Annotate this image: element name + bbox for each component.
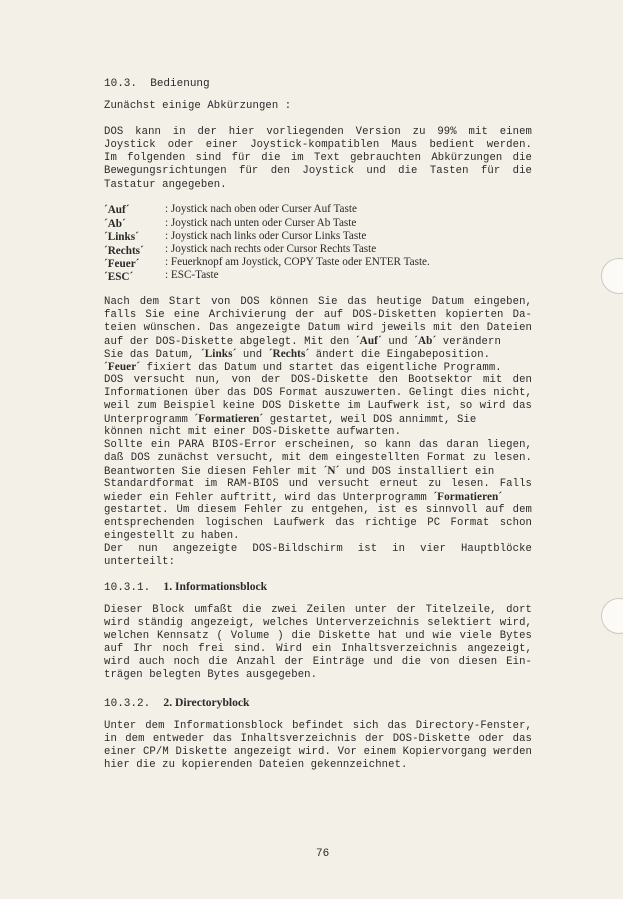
section-number: 10.3.1. xyxy=(104,582,151,594)
paragraph-line: Informationen über das DOS Format auszuwerten. Gelingt dies nicht, xyxy=(104,387,532,399)
key-term: ´N´ xyxy=(323,465,340,477)
paragraph-line: Joystick oder einer Joystick-kompatiblen Maus bedient werden. xyxy=(104,139,532,151)
key-term: ´Links´ xyxy=(200,348,237,360)
section-title: 2. Directoryblock xyxy=(163,696,250,709)
paragraph-line: einer CP/M Diskette angezeigt wird. Vor einem Kopiervorgang werden xyxy=(104,746,532,758)
paragraph-line: Bewegungsrichtungen für den Joystick und die Tasten für die xyxy=(104,165,532,177)
key-term: ´Formatieren´ xyxy=(194,413,264,425)
section-heading xyxy=(104,78,210,90)
command-key: ´Feuer´ xyxy=(104,258,140,270)
section-number: 10.3.2. xyxy=(104,698,151,710)
paragraph-line: in dem entweder das Inhaltsverzeichnis der DOS-Diskette oder das xyxy=(104,733,532,745)
command-desc: : Joystick nach oben oder Curser Auf Taste xyxy=(165,203,357,215)
command-key: ´Rechts´ xyxy=(104,245,144,257)
punch-hole xyxy=(601,258,623,294)
paragraph-line: wird ständig angezeigt, welches Unterverzeichnis selektiert wird, xyxy=(104,617,532,629)
command-desc: : Joystick nach unten oder Curser Ab Taste xyxy=(165,217,357,229)
command-key: ´Links´ xyxy=(104,231,139,243)
text-run: Unterprogramm xyxy=(104,414,188,426)
text-run: Sie das Datum, xyxy=(104,349,195,361)
paragraph-line: Sollte ein PARA BIOS-Error erscheinen, so kann das daran liegen, xyxy=(104,439,532,451)
command-desc: : Joystick nach rechts oder Cursor Rechts Taste xyxy=(165,243,377,255)
command-desc: : Feuerknopf am Joystick, COPY Taste oder ENTER Taste. xyxy=(165,256,430,268)
text-run: wieder ein Fehler auftritt, wird das Unterprogramm xyxy=(104,492,427,504)
text-run: Beantworten Sie diesen Fehler mit xyxy=(104,466,318,478)
paragraph-line: hier die zu kopierenden Dateien gekennzeichnet. xyxy=(104,759,408,771)
section-title: 1. Informationsblock xyxy=(163,580,268,593)
text-run: und xyxy=(242,349,263,361)
text-run: und xyxy=(388,336,408,348)
intro-text: Zunächst einige Abkürzungen : xyxy=(104,100,292,112)
text-run: auf der DOS-Diskette abgelegt. Mit den xyxy=(104,336,350,348)
paragraph-line: teien wünschen. Das angezeigte Datum wird jeweils mit den Dateien xyxy=(104,322,532,334)
text-run: und DOS installiert ein xyxy=(345,466,495,478)
paragraph-line: entsprechenden logischen Laufwerk das richtige PC Format schon xyxy=(104,517,532,529)
paragraph-line: Dieser Block umfaßt die zwei Zeilen unter der Titelzeile, dort xyxy=(104,604,532,616)
subsection-heading xyxy=(104,580,267,594)
paragraph-line: Tastatur angegeben. xyxy=(104,179,227,191)
paragraph-line: können nicht mit einer DOS-Diskette aufwarten. xyxy=(104,426,402,438)
paragraph-line: gestartet. Um diesem Fehler zu entgehen, ist es sinnvoll auf dem xyxy=(104,504,532,516)
paragraph-line: DOS versucht nun, von der DOS-Diskette den Bootsektor mit den xyxy=(104,374,532,386)
paragraph-line: auf Ihr noch frei sind. Wird ein Inhaltsverzeichnis angezeigt, xyxy=(104,643,532,655)
key-term: ´Rechts´ xyxy=(268,348,310,360)
text-run: gestartet, weil DOS annimmt, Sie xyxy=(269,414,477,426)
key-term: ´Auf´ xyxy=(355,335,382,347)
paragraph-line: Nach dem Start von DOS können Sie das heutige Datum eingeben, xyxy=(104,296,532,308)
command-key: ´ESC´ xyxy=(104,271,134,283)
text-run: fixiert das Datum und startet das eigentliche Programm. xyxy=(146,362,502,374)
paragraph-line: daß DOS zunächst versucht, mit dem eingestellten Format zu lesen. xyxy=(104,452,532,464)
section-title: Bedienung xyxy=(150,78,210,90)
command-key: ´Ab´ xyxy=(104,218,126,230)
command-desc: : ESC-Taste xyxy=(165,269,219,281)
command-key: ´Auf´ xyxy=(104,204,130,216)
key-term: ´Ab´ xyxy=(414,335,437,347)
page-number: 76 xyxy=(316,848,330,860)
paragraph-line: Der nun angezeigte DOS-Bildschirm ist in vier Hauptblöcke xyxy=(104,543,532,555)
paragraph-line: trägen belegten Bytes ausgegeben. xyxy=(104,669,318,681)
text-run: verändern xyxy=(442,336,501,348)
paragraph-line: weil zum Beispiel keine DOS Diskette im Laufwerk ist, so wird das xyxy=(104,400,532,412)
key-term: ´Formatieren´ xyxy=(433,491,503,503)
text-run: ändert die Eingabeposition. xyxy=(315,349,491,361)
subsection-heading xyxy=(104,696,250,710)
paragraph-line: unterteilt: xyxy=(104,556,176,568)
paragraph-line: wird auch noch die Anzahl der Einträge und die von diesen Ein- xyxy=(104,656,532,668)
paragraph-line: Standardformat im RAM-BIOS und versucht erneut zu lesen. Falls xyxy=(104,478,532,490)
paragraph-line: falls Sie eine Archivierung der auf DOS-Disketten kopierten Da- xyxy=(104,309,532,321)
paragraph-line: DOS kann in der hier vorliegenden Version zu 99% mit einem xyxy=(104,126,532,138)
punch-hole xyxy=(601,598,623,634)
command-desc: : Joystick nach links oder Cursor Links Taste xyxy=(165,230,367,242)
section-number: 10.3. xyxy=(104,78,138,90)
paragraph-line: Im folgenden sind für die im Text gebrauchten Abkürzungen die xyxy=(104,152,532,164)
paragraph-line: eingestellt zu haben. xyxy=(104,530,240,542)
key-term: ´Feuer´ xyxy=(104,361,141,373)
paragraph-line: Unter dem Informationsblock befindet sich das Directory-Fenster, xyxy=(104,720,532,732)
paragraph-line: welchen Kennsatz ( Volume ) die Diskette hat und wie viele Bytes xyxy=(104,630,532,642)
